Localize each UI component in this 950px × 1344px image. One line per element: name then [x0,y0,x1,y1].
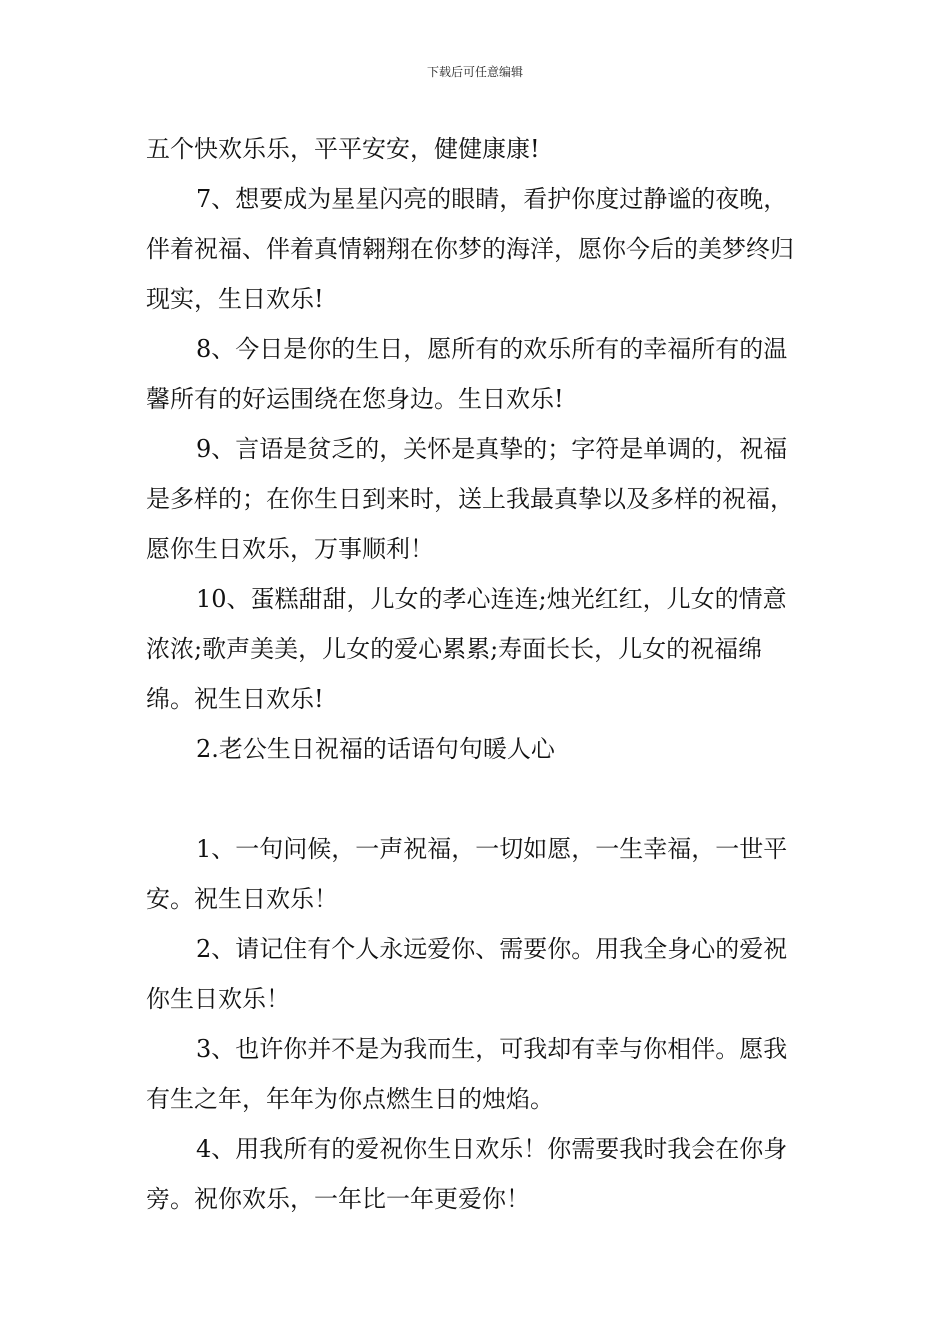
page-header-note: 下载后可任意编辑 [426,65,523,79]
paragraph-husband-wish-1: 1、一句问候，一声祝福，一切如愿，一生幸福，一世平安。祝生日欢乐！ [146,835,788,913]
paragraph-wish-7: 7、想要成为星星闪亮的眼睛，看护你度过静谧的夜晚，伴着祝福、伴着真情翱翔在你梦的海洋，愿你今后的美梦终归现实，生日欢乐! [146,185,794,313]
paragraph-husband-wish-2: 2、请记住有个人永远爱你、需要你。用我全身心的爱祝你生日欢乐！ [146,935,788,1013]
paragraph-wish-8: 8、今日是你的生日，愿所有的欢乐所有的幸福所有的温馨所有的好运围绕在您身边。生日欢乐! [146,335,788,413]
blank-line [146,774,810,824]
document-body [146,124,810,1224]
paragraph-wish-9: 9、言语是贫乏的，关怀是真挚的；字符是单调的，祝福是多样的；在你生日到来时，送上我最真挚以及多样的祝福，愿你生日欢乐，万事顺利！ [146,435,794,563]
paragraph-husband-wish-3: 3、也许你并不是为我而生，可我却有幸与你相伴。愿我有生之年，年年为你点燃生日的烛焰。 [146,1035,788,1113]
paragraph-wish-10: 10、蛋糕甜甜，儿女的孝心连连;烛光红红，儿女的情意浓浓;歌声美美，儿女的爱心累累;寿面长长，儿女的祝福绵绵。祝生日欢乐! [146,585,787,713]
paragraph-continuation: 五个快欢乐乐，平平安安，健健康康! [146,135,540,163]
paragraph-husband-wish-4: 4、用我所有的爱祝你生日欢乐！你需要我时我会在你身旁。祝你欢乐，一年比一年更爱你！ [146,1135,788,1213]
section-title: 2.老公生日祝福的话语句句暖人心 [196,735,555,763]
